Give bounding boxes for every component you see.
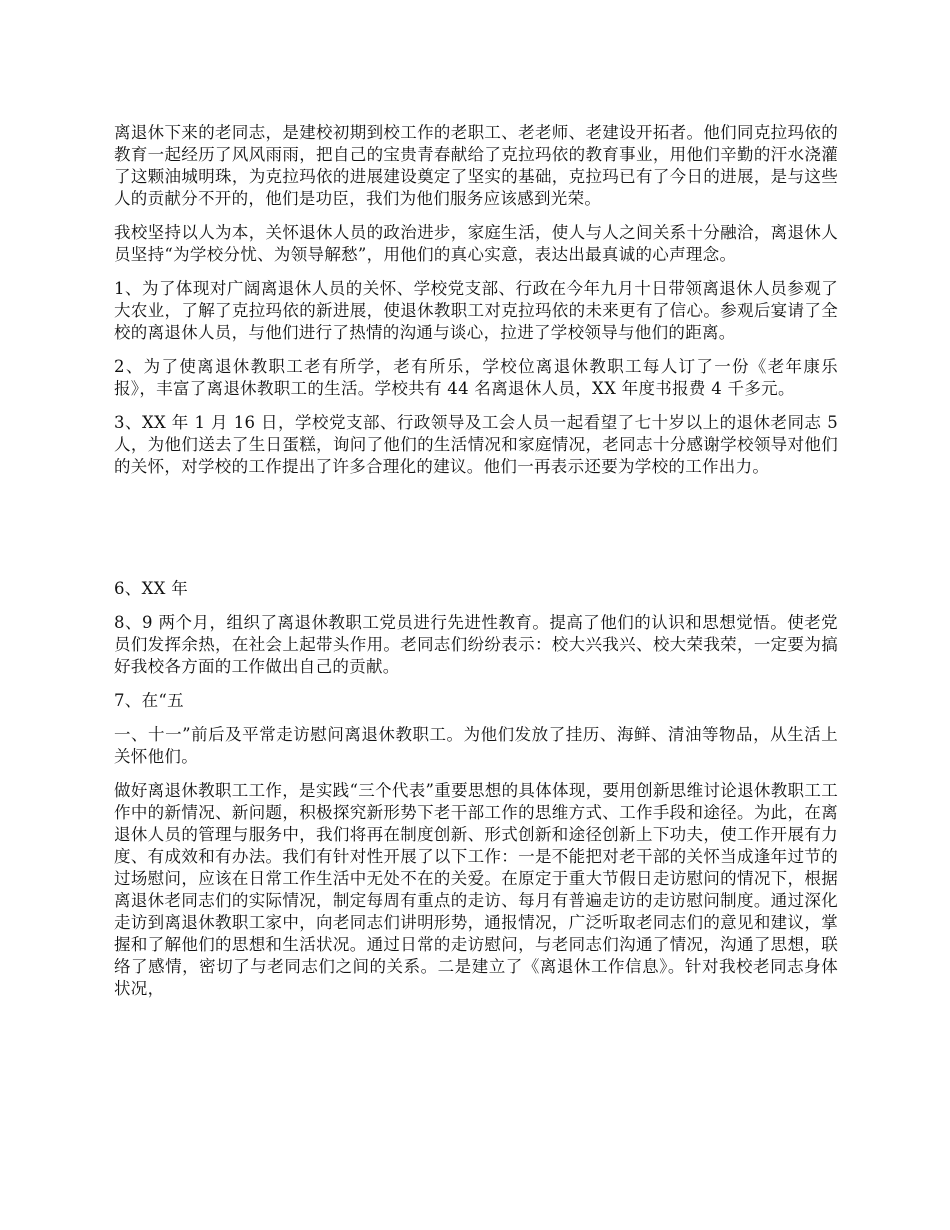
paragraph-intro: 离退休下来的老同志，是建校初期到校工作的老职工、老老师、老建设开拓者。他们同克拉玛依的教育一起经历了风风雨雨，把自己的宝贵青春献给了克拉玛依的教育事业，用他们辛勤的汗水浇灌了这颗油城明珠，为克拉玛依的进展建设奠定了坚实的基础，克拉玛已有了今日的进展，是与这些人的贡献分不开的，他们是功臣，我们为他们服务应该感到光荣。	[114, 123, 838, 208]
paragraph-holiday-visits: 一、十一”前后及平常走访慰问离退休教职工。为他们发放了挂历、海鲜、清油等物品，从生活上关怀他们。	[114, 725, 838, 766]
paragraph-conclusion: 做好离退休教职工工作，是实践“三个代表”重要思想的具体体现，要用创新思维讨论退休教职工工作中的新情况、新问题，积极探究新形势下老干部工作的思维方式、工作手段和途径。为此，在离退休人员的管理与服务中，我们将再在制度创新、形式创新和途径创新上下功夫，使工作开展有力度、有成效和有办法。我们有针对性开展了以下工作：一是不能把对老干部的关怀当成逢年过节的过场慰问，应该在日常工作生活中无处不在的关爱。在原定于重大节假日走访慰问的情况下，根据离退休老同志们的实际情况，制定每周有重点的走访、每月有普遍走访的走访慰问制度。通过深化走访到离退休教职工家中，向老同志们讲明形势，通报情况，广泛听取老同志们的意见和建议，掌握和了解他们的思想和生活状况。通过日常的走访慰问，与老同志们沟通了情况，沟通了思想，联络了感情，密切了与老同志们之间的关系。二是建立了《离退休工作信息》。针对我校老同志身体状况，	[114, 781, 838, 998]
blank-gap	[114, 490, 838, 578]
paragraph-item-1: 1、为了体现对广阔离退休人员的关怀、学校党支部、行政在今年九月十日带领离退休人员参观了大农业，了解了克拉玛依的新进展，使退休教职工对克拉玛依的未来更有了信心。参观后宴请了全校的离退休人员，与他们进行了热情的沟通与谈心，拉进了学校领导与他们的距离。	[114, 279, 838, 342]
paragraph-party-education: 8、9 两个月，组织了离退休教职工党员进行先进性教育。提高了他们的认识和思想觉悟。使老党员们发挥余热，在社会上起带头作用。老同志们纷纷表示：校大兴我兴、校大荣我荣，一定要为搞好我校各方面的工作做出自己的贡献。	[114, 613, 838, 676]
paragraph-item-2: 2、为了使离退休教职工老有所学，老有所乐，学校位离退休教职工每人订了一份《老年康乐报》，丰富了离退休教职工的生活。学校共有 44 名离退休人员，XX 年度书报费 4 千多元。	[114, 357, 838, 398]
paragraph-item-3: 3、XX 年 1 月 16 日，学校党支部、行政领导及工会人员一起看望了七十岁以上的退休老同志 5 人，为他们送去了生日蛋糕，询问了他们的生活情况和家庭情况，老同志十分感谢学校领导对他们的关怀，对学校的工作提出了许多合理化的建议。他们一再表示还要为学校的工作出力。	[114, 413, 838, 476]
paragraph-policy: 我校坚持以人为本，关怀退休人员的政治进步，家庭生活，使人与人之间关系十分融洽，离退休人员坚持“为学校分忧、为领导解愁”，用他们的真心实意，表达出最真诚的心声理念。	[114, 223, 838, 264]
paragraph-item-6: 6、XX 年	[114, 579, 189, 598]
document-body	[114, 122, 838, 1012]
paragraph-item-7: 7、在“五	[114, 691, 184, 710]
